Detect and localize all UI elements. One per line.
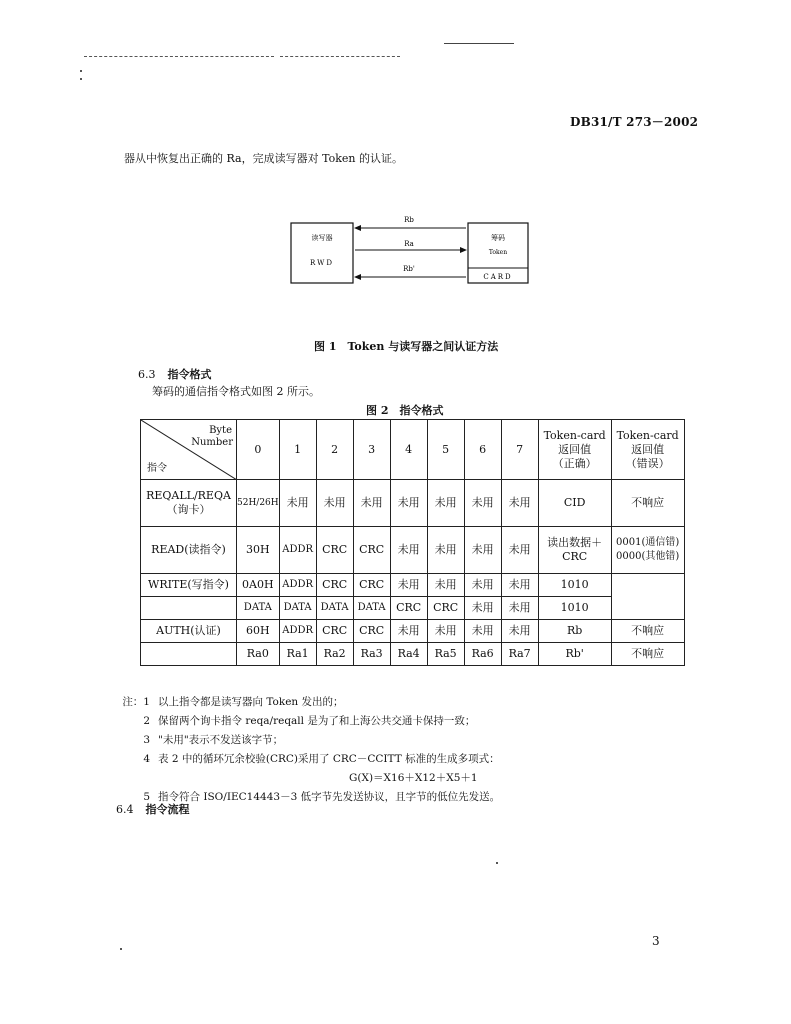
table-row [141,620,685,643]
byte-cell: 未用 [390,527,427,574]
row-command-name: AUTH(认证) [141,620,237,643]
section-number: 6.4 [116,803,134,816]
authentication-diagram [280,210,540,300]
command-name-line: （询卡） [166,503,211,516]
section-title: 指令格式 [167,368,212,381]
byte-cell: 30H [237,527,280,574]
byte-cell: 未用 [427,574,464,597]
command-format-table [140,419,685,666]
note-text: "未用"表示不发送该字节； [158,734,284,746]
return-ok-cell: CID [538,480,611,527]
return-ok-cell: 1010 [538,597,611,620]
note-number: 2 [143,715,150,727]
corner-command-label: 指令 [147,463,167,474]
note-item [116,712,500,731]
note-number: 3 [143,734,150,746]
return-line: CRC [562,550,588,563]
byte-cell: 未用 [501,480,538,527]
row-command-name [141,597,237,620]
row-command-name [141,643,237,666]
header-err-line: Token-card [616,428,679,442]
card-label: CARD [483,273,513,281]
table-row [141,643,685,666]
header-return-error [611,420,684,480]
return-ok-cell: Rb' [538,643,611,666]
header-byte-7: 7 [501,420,538,480]
note-text: 指令符合 ISO/IEC14443－3 低字节先发送协议，且字节的低位先发送。 [158,791,501,803]
standard-code: DB31/T 273－2002 [570,115,699,129]
return-error-cell [611,574,684,620]
row-command-name: READ(读指令) [141,527,237,574]
card-title: 筹码 [491,234,505,242]
intro-paragraph: 器从中恢复出正确的 Ra，完成读写器对 Token 的认证。 [124,152,403,165]
byte-cell: 未用 [427,480,464,527]
return-ok-cell: 1010 [538,574,611,597]
return-ok-cell [538,527,611,574]
byte-cell: ADDR [279,527,316,574]
byte-cell: 未用 [353,480,390,527]
byte-cell: 未用 [464,480,501,527]
note-item [116,693,500,712]
byte-cell: 未用 [427,527,464,574]
byte-cell: 未用 [464,527,501,574]
note-text: 保留两个询卡指令 reqa/reqall 是为了和上海公共交通卡保持一致； [158,715,476,727]
return-error-cell [611,527,684,574]
byte-cell: CRC [316,574,353,597]
header-return-ok [538,420,611,480]
note-number: 5 [143,791,150,803]
byte-cell: 未用 [390,574,427,597]
byte-cell: DATA [279,597,316,620]
formula-text: G(X)＝X16＋X12＋X5＋1 [349,772,478,784]
byte-cell: 未用 [464,597,501,620]
byte-cell: Ra2 [316,643,353,666]
byte-cell: CRC [353,574,390,597]
byte-cell: DATA [316,597,353,620]
note-text: 以上指令都是读写器向 Token 发出的； [158,696,344,708]
notes-block [116,693,500,807]
note-item [116,731,500,750]
section-6-4-heading [116,801,190,817]
return-error-cell: 不响应 [611,480,684,527]
byte-cell: 未用 [464,620,501,643]
byte-cell: 未用 [501,620,538,643]
header-byte-6: 6 [464,420,501,480]
return-line: 读出数据＋ [547,536,603,549]
byte-cell: 未用 [501,574,538,597]
row-command-name: WRITE(写指令) [141,574,237,597]
rwd-title: 读写器 [311,234,333,242]
byte-cell: 未用 [390,480,427,527]
section-title: 指令流程 [145,803,190,816]
byte-cell: Ra3 [353,643,390,666]
byte-cell: CRC [316,620,353,643]
header-byte-3: 3 [353,420,390,480]
header-byte-2: 2 [316,420,353,480]
byte-cell: 未用 [464,574,501,597]
table-header-row [141,420,685,480]
byte-cell: Ra4 [390,643,427,666]
rwd-box [291,223,353,283]
rwd-label: RWD [310,259,334,267]
byte-cell: DATA [237,597,280,620]
header-ok-line: 返回值 [558,442,592,456]
byte-cell: 未用 [390,620,427,643]
header-byte-1: 1 [279,420,316,480]
byte-cell: Ra1 [279,643,316,666]
return-line: 0000(其他错) [616,551,680,562]
byte-cell: 未用 [501,527,538,574]
byte-cell: 未用 [501,597,538,620]
header-corner-cell [141,420,237,480]
corner-number-label: Number [191,437,233,448]
byte-cell: 未用 [316,480,353,527]
note-item [116,750,500,769]
return-error-cell: 不响应 [611,643,684,666]
byte-cell: Ra7 [501,643,538,666]
table-row [141,480,685,527]
byte-cell: CRC [427,597,464,620]
byte-cell: ADDR [279,574,316,597]
table-row [141,527,685,574]
header-err-line: （错误） [625,456,670,470]
header-ok-line: Token-card [543,428,606,442]
note-text: 表 2 中的循环冗余校验(CRC)采用了 CRC－CCITT 标准的生成多项式： [158,753,500,765]
byte-cell: Ra6 [464,643,501,666]
byte-cell: 0A0H [237,574,280,597]
arrow-rb-prime-label: Rb' [403,265,415,273]
crc-formula [116,769,500,788]
header-ok-line: （正确） [552,456,597,470]
byte-cell: Ra5 [427,643,464,666]
table-row [141,574,685,597]
section-6-3-heading [138,366,212,382]
row-command-name [141,480,237,527]
return-ok-cell: Rb [538,620,611,643]
command-name-line: REQALL/REQA [146,489,231,502]
corner-byte-label: Byte [209,425,232,436]
section-number: 6.3 [138,368,156,381]
return-line: 0001(通信错) [616,537,680,548]
note-number: 4 [143,753,150,765]
byte-cell: CRC [390,597,427,620]
header-byte-0: 0 [237,420,280,480]
header-byte-5: 5 [427,420,464,480]
arrow-rb-label: Rb [404,216,414,224]
byte-cell: CRC [353,527,390,574]
byte-cell: 60H [237,620,280,643]
byte-cell: 52H/26H [237,480,280,527]
byte-cell: 未用 [279,480,316,527]
figure1-caption: 图 1 Token 与读写器之间认证方法 [314,340,499,353]
header-byte-4: 4 [390,420,427,480]
section-6-3-description: 筹码的通信指令格式如图 2 所示。 [152,385,320,398]
page-number: 3 [652,934,660,948]
table-row [141,597,685,620]
byte-cell: CRC [316,527,353,574]
return-error-cell: 不响应 [611,620,684,643]
token-label: Token [488,249,508,256]
byte-cell: Ra0 [237,643,280,666]
byte-cell: 未用 [427,620,464,643]
byte-cell: ADDR [279,620,316,643]
byte-cell: DATA [353,597,390,620]
note-number: 注：1 [122,696,150,708]
byte-cell: CRC [353,620,390,643]
header-err-line: 返回值 [631,442,665,456]
figure2-caption: 图 2 指令格式 [366,404,444,417]
arrow-ra-label: Ra [404,240,414,248]
